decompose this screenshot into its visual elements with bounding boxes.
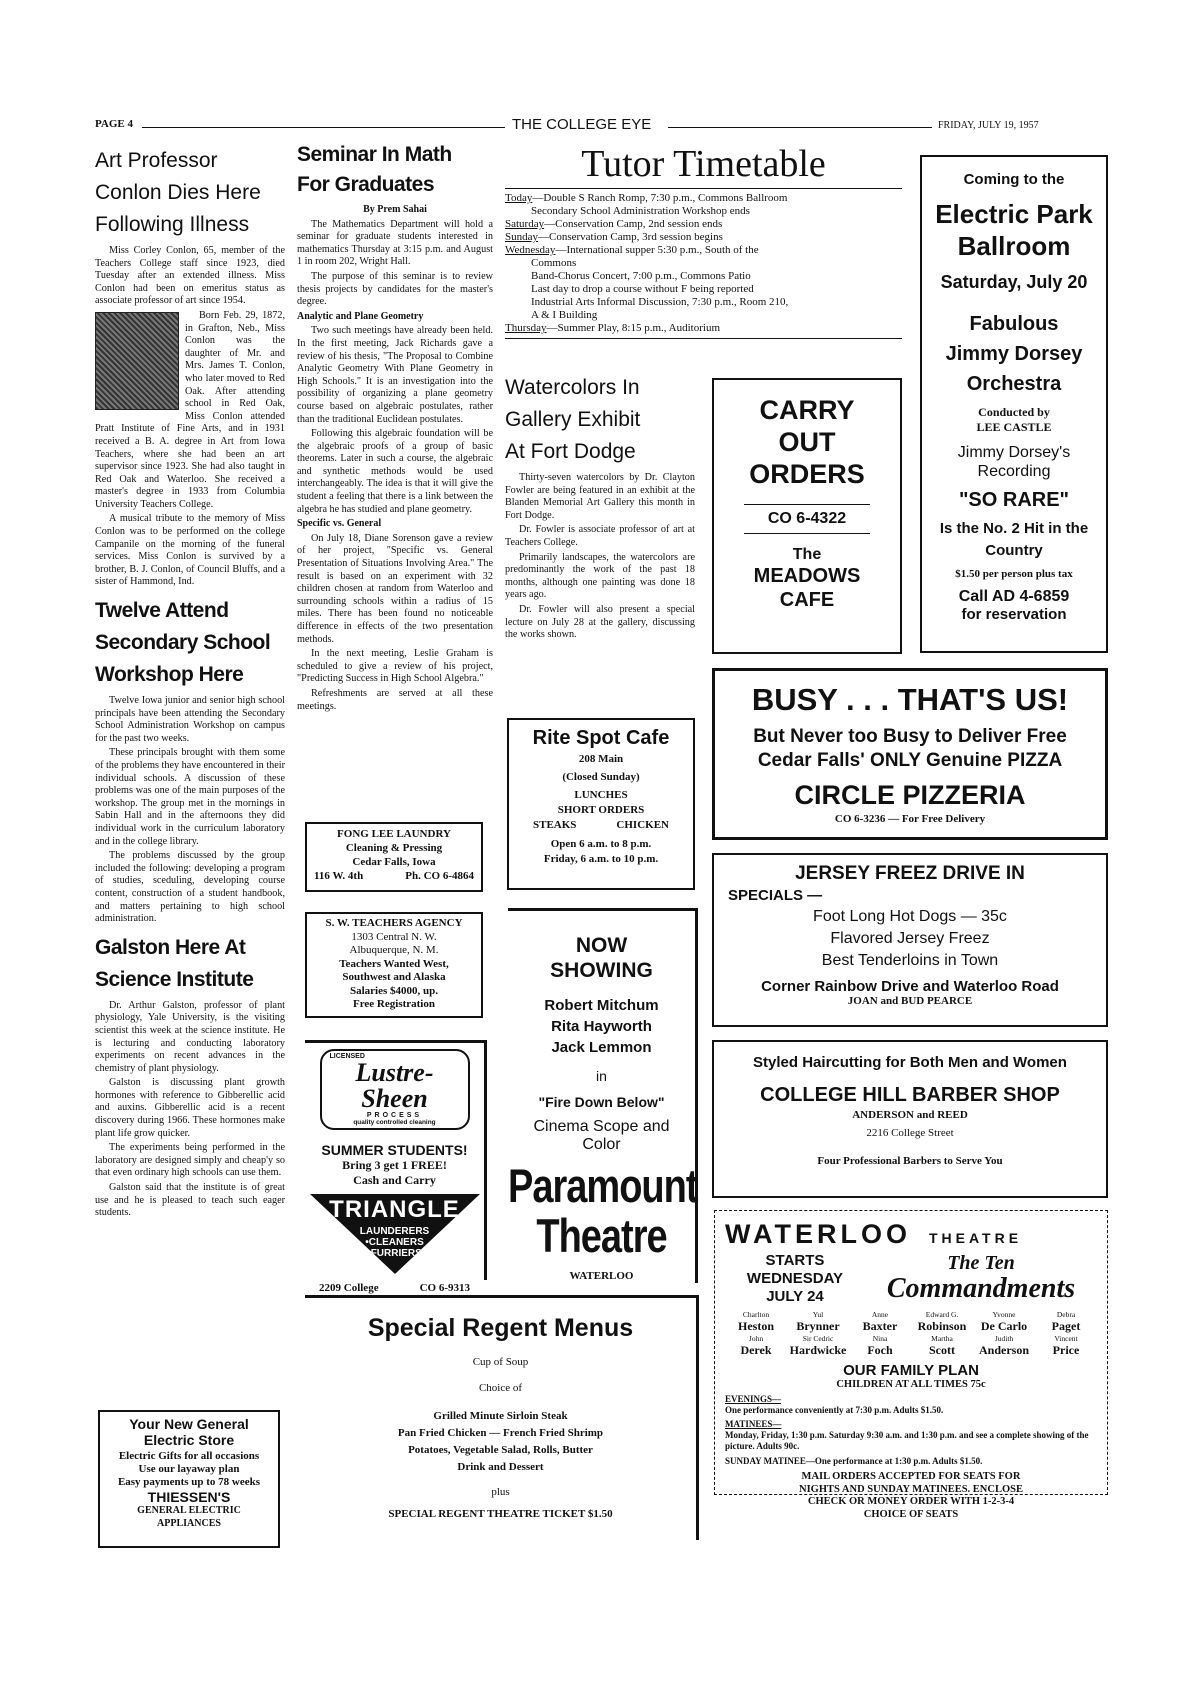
ticket-offer: SPECIAL REGENT THEATRE TICKET $1.50 bbox=[388, 1508, 613, 1520]
brand-services bbox=[310, 1226, 480, 1259]
cafe-name: CAFE bbox=[779, 589, 835, 611]
galston-article bbox=[95, 932, 285, 1220]
ad-line: Is the No. 2 Hit in the bbox=[939, 520, 1089, 537]
header-rule bbox=[142, 127, 505, 128]
ad-line: Cash and Carry bbox=[353, 1173, 436, 1187]
timetable-row bbox=[505, 192, 902, 205]
headline-line: At Fort Dodge bbox=[505, 440, 636, 463]
lustre-sheen-logo bbox=[320, 1049, 470, 1130]
menu-line: Cup of Soup bbox=[472, 1356, 529, 1368]
ad-line: Free Registration bbox=[353, 998, 435, 1010]
text-span: —Double S Ranch Romp, 7:30 p.m., Commons Ballroom bbox=[532, 192, 788, 204]
hours: Open 6 a.m. to 8 p.m. bbox=[550, 838, 652, 850]
ad-headline: CARRY bbox=[759, 395, 855, 425]
text-span: Sir Cedric bbox=[802, 1334, 834, 1343]
ad-line: Jimmy Dorsey's bbox=[957, 444, 1071, 461]
ad-line: MAIL ORDERS ACCEPTED FOR SEATS FOR bbox=[801, 1471, 1021, 1482]
ad-title: Your New General Electric Store bbox=[129, 1416, 249, 1448]
address: 208 Main bbox=[578, 753, 624, 765]
text-span: Anne bbox=[871, 1310, 889, 1319]
start-date bbox=[725, 1252, 865, 1306]
address: 2216 College Street bbox=[866, 1127, 954, 1139]
cast-member bbox=[725, 1310, 787, 1334]
service-line: •FURRIERS bbox=[367, 1248, 422, 1259]
menu-item: Foot Long Hot Dogs — 35c bbox=[813, 908, 1007, 925]
waterloo-theatre-ad bbox=[714, 1210, 1108, 1520]
ad-line: NIGHTS AND SUNDAY MATINEES. ENCLOSE bbox=[799, 1483, 1023, 1495]
text-span: Vincent bbox=[1054, 1334, 1078, 1343]
text-span: A & I Building bbox=[531, 309, 598, 321]
rite-spot-ad bbox=[507, 718, 695, 890]
address: 2209 College bbox=[319, 1282, 379, 1294]
price: $1.50 per person plus tax bbox=[955, 568, 1073, 580]
ad-line: SHORT ORDERS bbox=[557, 804, 645, 816]
text-span: Robinson bbox=[917, 1319, 967, 1333]
song-title: "SO RARE" bbox=[958, 489, 1070, 511]
column-2 bbox=[297, 140, 493, 715]
ad-headline: BUSY . . . THAT'S US! bbox=[751, 682, 1069, 717]
menu-line: Potatoes, Vegetable Salad, Rolls, Butter bbox=[408, 1444, 593, 1456]
ad-headline: Special Regent Menus bbox=[367, 1314, 634, 1342]
subhead: Specific vs. General bbox=[297, 518, 382, 530]
venue-name: Ballroom bbox=[957, 231, 1071, 261]
ad-line: Albuquerque, N. M. bbox=[349, 944, 439, 956]
store-name: THIESSEN'S bbox=[147, 1489, 231, 1505]
tutor-timetable bbox=[505, 142, 902, 339]
conlon-article bbox=[95, 145, 285, 589]
phone: Ph. CO 6-4864 bbox=[405, 870, 474, 882]
text-span: —Conservation Camp, 3rd session begins bbox=[538, 231, 723, 243]
cast-member bbox=[911, 1310, 973, 1334]
showtimes bbox=[725, 1394, 1097, 1467]
band-name: Jimmy Dorsey bbox=[945, 343, 1083, 365]
headline bbox=[95, 595, 285, 691]
text-span: Anderson bbox=[978, 1343, 1029, 1357]
headline-line: Seminar In Math bbox=[297, 143, 452, 166]
ad-title: S. W. TEACHERS AGENCY bbox=[325, 917, 463, 929]
menu-line: Pan Fried Chicken — French Fried Shrimp bbox=[397, 1427, 604, 1439]
ad-contact bbox=[305, 1274, 484, 1294]
phone: CO 6-3236 — For Free Delivery bbox=[834, 813, 986, 825]
theatre-name: Paramount bbox=[508, 1160, 698, 1214]
text-span: Yvonne bbox=[992, 1310, 1016, 1319]
headline-line: Secondary School bbox=[95, 631, 271, 655]
mail-orders bbox=[725, 1471, 1097, 1521]
ad-line: LUNCHES bbox=[574, 789, 628, 801]
ad-line: Use our layaway plan bbox=[138, 1463, 240, 1475]
actor-name: Robert Mitchum bbox=[544, 997, 659, 1014]
showtime-heading: MATINEES— bbox=[725, 1419, 782, 1429]
text-span: De Carlo bbox=[980, 1319, 1028, 1333]
menu-item: Best Tenderloins in Town bbox=[821, 952, 999, 969]
ad-line: Bring 3 get 1 FREE! bbox=[342, 1158, 447, 1172]
ad-line: Coming to the bbox=[963, 171, 1065, 188]
showtime-text: SUNDAY MATINEE—One performance at 1:30 p.m. Adults $1.50. bbox=[725, 1456, 983, 1466]
restaurant-name: CIRCLE PIZZERIA bbox=[794, 780, 1026, 810]
cast-member bbox=[787, 1334, 849, 1358]
showtime-heading: EVENINGS— bbox=[725, 1394, 782, 1404]
paragraph: The experiments being performed in the laboratory are designed simply and cheap'y so that even ordinary high schools can use them. bbox=[95, 1142, 285, 1179]
paragraph: Dr. Fowler will also present a special lecture on July 28 at the gallery, discussing the works shown. bbox=[505, 603, 695, 641]
timetable-title: Tutor Timetable bbox=[505, 142, 902, 189]
address: Corner Rainbow Drive and Waterloo Road bbox=[761, 978, 1059, 995]
paragraph: Two such meetings have already been held. In the first meeting, Jack Richards gave a review of his thesis, "The Proposal to Combine Analytic Geometry With Plane Geometry in High Schools." It is an investigation into the possibility of organizing a plane geometry course based on algebraic postulates, rather than the traditional Euclidean postulates. bbox=[297, 325, 493, 425]
timetable-row bbox=[505, 322, 902, 335]
text-span: —International supper 5:30 p.m., South of the bbox=[555, 244, 759, 256]
ad-line: Teachers Wanted West, bbox=[339, 957, 449, 970]
text-span: —Summer Play, 8:15 p.m., Auditorium bbox=[546, 322, 721, 334]
headline-line: Galston Here At bbox=[95, 935, 246, 959]
text-span: Price bbox=[1052, 1343, 1080, 1357]
ad-line: CHECK OR MONEY ORDER WITH 1-2-3-4 bbox=[807, 1496, 1015, 1507]
paragraph: Galston said that the institute is of great use and he is pleased to teach such eager students. bbox=[95, 1182, 285, 1219]
triangle-ad bbox=[305, 1040, 487, 1294]
paragraph: Primarily landscapes, the watercolors are predominantly the work of the past 18 months, although one painting was done 18 years ago. bbox=[505, 551, 695, 601]
event-date: Saturday, July 20 bbox=[940, 272, 1088, 292]
ad-line: 1303 Central N. W. bbox=[351, 930, 437, 943]
cast-member bbox=[849, 1310, 911, 1334]
paragraph: Following this algebraic foundation will be the algebraic proofs of a group of basic theorems. Later in such a course, the algebraic and synthetic methods would be used interchangeably. The idea is that it will give the student a feeling that there is a link between the algebra he has studied and plane geometry. bbox=[297, 428, 493, 515]
actor-name: Jack Lemmon bbox=[551, 1039, 652, 1056]
day-label: Wednesday bbox=[505, 244, 556, 256]
ad-line: Cleaning & Pressing bbox=[345, 842, 443, 854]
paragraph: Galston is discussing plant growth hormones with reference to Gibberellic acid and auxins. Gibberellic acid is a recent discovery during 1966. These hormones make plant life grow quicker. bbox=[95, 1077, 285, 1139]
menu-item: Flavored Jersey Freez bbox=[830, 930, 990, 947]
ad-line: in bbox=[596, 1068, 607, 1084]
showtime-text: Monday, Friday, 1:30 p.m. Saturday 9:30 a.m. and 1:30 p.m. and see a complete showing of the picture. Adults 90c. bbox=[725, 1430, 1089, 1451]
text-span: Edward G. bbox=[925, 1310, 959, 1319]
text-span: Hardwicke bbox=[789, 1343, 847, 1357]
ad-line: Fabulous bbox=[969, 313, 1059, 335]
text-span: Scott bbox=[929, 1343, 955, 1357]
ad-headline: OUT bbox=[778, 427, 836, 457]
text-span: —Conservation Camp, 2nd session ends bbox=[544, 218, 723, 230]
ad-line: Easy payments up to 78 weeks bbox=[117, 1476, 261, 1488]
ad-line: Cinema Scope and Color bbox=[533, 1118, 670, 1153]
menu-item: CHICKEN bbox=[616, 819, 669, 831]
cast-member bbox=[725, 1334, 787, 1358]
day-label: Sunday bbox=[505, 231, 538, 243]
menu-line: Drink and Dessert bbox=[457, 1461, 544, 1473]
theatre-heading bbox=[725, 1219, 1097, 1250]
film-title bbox=[865, 1252, 1097, 1306]
text-span: Debra bbox=[1056, 1310, 1076, 1319]
cast-member bbox=[1035, 1310, 1097, 1334]
ad-line: STARTS bbox=[765, 1252, 825, 1269]
owners: JOAN and BUD PEARCE bbox=[847, 995, 973, 1007]
ad-headline: SUMMER STUDENTS! bbox=[321, 1142, 468, 1158]
paramount-ad bbox=[508, 908, 698, 1283]
theatre-name: THEATRE bbox=[928, 1230, 1023, 1246]
paper-title: THE COLLEGE EYE bbox=[512, 116, 652, 133]
text-span: Baxter bbox=[862, 1319, 898, 1333]
paragraph: On July 18, Diane Sorenson gave a review of her project, "Specific vs. General Presentation of Situations Involving Area." The result is based on an experiment with 32 children chosen at random from Waterloo and surrounding schools within a radius of 15 miles. There has been found no noticeable difference in effects of the two presentation methods. bbox=[297, 532, 493, 645]
text-span: Industrial Arts Informal Discussion, 7:30 p.m., Room 210, bbox=[531, 296, 789, 308]
column-1 bbox=[95, 145, 285, 1222]
paragraph: The purpose of this seminar is to review thesis projects by candidates for the master's degree. bbox=[297, 270, 493, 308]
timetable-row bbox=[505, 283, 902, 296]
logo-text: LICENSED bbox=[329, 1053, 365, 1060]
text-span: Foch bbox=[867, 1343, 893, 1357]
headline-line: Science Institute bbox=[95, 967, 254, 991]
headline-line: Conlon Dies Here bbox=[95, 181, 261, 204]
timetable-row bbox=[505, 257, 902, 270]
timetable-row bbox=[505, 205, 902, 218]
page-number: PAGE 4 bbox=[95, 118, 133, 130]
timetable-row bbox=[505, 296, 902, 309]
ad-headline: ORDERS bbox=[749, 459, 865, 489]
timetable-row bbox=[505, 231, 902, 244]
barber-shop-ad bbox=[712, 1040, 1108, 1198]
ad-line: (Closed Sunday) bbox=[562, 771, 640, 783]
headline bbox=[297, 140, 493, 200]
meadows-ad bbox=[712, 378, 902, 654]
ad-line bbox=[513, 818, 689, 833]
timetable-row bbox=[505, 218, 902, 231]
actor-name: Rita Hayworth bbox=[551, 1018, 652, 1035]
headline-line: Watercolors In bbox=[505, 376, 640, 399]
paragraph: The Mathematics Department will hold a seminar for graduate students interested in mathematics Thursday at 3:15 p.m. and August 1 in room 202, Wright Hall. bbox=[297, 218, 493, 268]
timetable-row bbox=[505, 270, 902, 283]
text-span: Paget bbox=[1051, 1319, 1081, 1333]
ad-line: Cedar Falls, Iowa bbox=[352, 856, 436, 868]
text-span: Last day to drop a course without F being reported bbox=[531, 283, 754, 295]
portrait-photo bbox=[95, 312, 179, 410]
subhead: Analytic and Plane Geometry bbox=[297, 310, 424, 322]
logo-text: quality controlled cleaning bbox=[353, 1119, 436, 1126]
family-plan: OUR FAMILY PLAN bbox=[843, 1362, 979, 1379]
text-span: Martha bbox=[931, 1334, 953, 1343]
timetable-row bbox=[505, 309, 902, 322]
phone: Call AD 4-6859 bbox=[958, 588, 1070, 605]
ad-line bbox=[310, 869, 478, 883]
paragraph: Thirty-seven watercolors by Dr. Clayton Fowler are being featured in an exhibit at the Blanden Memorial Art Gallery this month in Fort Dodge. bbox=[505, 472, 695, 521]
logo-text: PROCESS bbox=[366, 1112, 423, 1119]
phone: CO 6-9313 bbox=[419, 1282, 470, 1294]
cast-member bbox=[787, 1310, 849, 1334]
headline-line: Following Illness bbox=[95, 213, 250, 236]
byline: By Prem Sahai bbox=[363, 204, 427, 215]
ad-line: Electric Gifts for all occasions bbox=[118, 1450, 260, 1462]
theatre-name: WATERLOO bbox=[725, 1219, 911, 1249]
paragraph: In the next meeting, Leslie Graham is scheduled to give a review of his project, "Predicting Success in High School Algebra." bbox=[297, 648, 493, 685]
text-span: Brynner bbox=[796, 1319, 840, 1333]
issue-date: FRIDAY, JULY 19, 1957 bbox=[938, 120, 1039, 131]
logo-text: Lustre-Sheen bbox=[355, 1058, 434, 1113]
city: WATERLOO bbox=[569, 1270, 634, 1282]
timetable-rows bbox=[505, 189, 902, 339]
ad-line: The bbox=[792, 546, 822, 563]
cafe-name: MEADOWS bbox=[753, 565, 861, 587]
sw-teachers-ad bbox=[305, 912, 483, 1018]
text-span: Yul bbox=[812, 1310, 824, 1319]
paragraph: These principals brought with them some of the problems they have encountered in their individual schools. A discussion of these problems was one of the main purposes of the workshop. The group met in the mornings in Sabin Hall and in the afternoons they did individual work in the curriculum laboratory and in the college library. bbox=[95, 747, 285, 847]
ad-line: CHILDREN AT ALL TIMES 75c bbox=[836, 1379, 986, 1390]
cast-member bbox=[849, 1334, 911, 1358]
restaurant-name: JERSEY FREEZ DRIVE IN bbox=[795, 863, 1025, 884]
film-title-line: Commandments bbox=[886, 1273, 1076, 1304]
shop-name: COLLEGE HILL BARBER SHOP bbox=[760, 1084, 1060, 1106]
menu-line: plus bbox=[491, 1486, 510, 1498]
paragraph: The problems discussed by the group included the following: developing a program of studies, sceduling, developing course content, construction of a student handbook, and matters pertaining to high school administration. bbox=[95, 850, 285, 925]
thiessen-ad bbox=[98, 1410, 280, 1548]
ad-line: Styled Haircutting for Both Men and Women bbox=[753, 1054, 1067, 1071]
paragraph: Twelve Iowa junior and senior high school principals have been attending the Secondary School Administration Workshop on campus for the past two weeks. bbox=[95, 695, 285, 744]
ad-line: Cedar Falls' ONLY Genuine PIZZA bbox=[757, 750, 1063, 771]
ad-line: CHOICE OF SEATS bbox=[863, 1508, 959, 1520]
paragraph: Born Feb. 29, 1872, in Grafton, Neb., Miss Conlon was the daughter of Mr. and Mrs. James T. Conlon, who later moved to Red Oak. After attending school in Red Oak, Miss Conlon attended Pratt Institute of Fine Arts, and in 1931 received a B. A. degree in Art from Iowa Teachers, where she had been an art supervisor since 1923. She had also taught in Red Oak and Waterloo. She received a master's degree in 1933 from Columbia University Teachers College. bbox=[95, 309, 285, 510]
hours: Friday, 6 a.m. to 10 p.m. bbox=[543, 853, 659, 865]
headline bbox=[95, 932, 285, 996]
headline bbox=[95, 145, 285, 241]
cast-member bbox=[911, 1334, 973, 1358]
ad-line: SPECIALS — bbox=[728, 887, 823, 904]
text-span: Charlton bbox=[742, 1310, 770, 1319]
theatre-name: Theatre bbox=[536, 1210, 667, 1264]
brand-name: TRIANGLE bbox=[329, 1196, 460, 1223]
circle-pizzeria-ad bbox=[712, 668, 1108, 840]
service-line: LAUNDERERS bbox=[359, 1226, 430, 1237]
ad-line: Conducted by bbox=[978, 405, 1050, 419]
ad-headline: SHOWING bbox=[550, 959, 653, 982]
text-span: Band-Chorus Concert, 7:00 p.m., Commons Patio bbox=[531, 270, 751, 282]
cast-list bbox=[725, 1310, 1097, 1358]
electric-park-ad bbox=[920, 155, 1108, 653]
day-label: Saturday bbox=[505, 218, 545, 230]
headline bbox=[505, 372, 695, 468]
text-span: Commons bbox=[531, 257, 577, 269]
jersey-freez-ad bbox=[712, 853, 1108, 1027]
triangle-logo bbox=[310, 1194, 480, 1274]
ad-line: WEDNESDAY bbox=[746, 1270, 844, 1287]
timetable-row bbox=[505, 244, 902, 257]
headline-line: Twelve Attend bbox=[95, 599, 229, 623]
text-span: John bbox=[748, 1334, 764, 1343]
fong-lee-ad bbox=[305, 822, 483, 892]
ad-line: Southwest and Alaska bbox=[342, 971, 446, 983]
text-span: Nina bbox=[872, 1334, 888, 1343]
paragraph: Dr. Arthur Galston, professor of plant physiology, Yale University, is the visiting scientist this week at the science institute. He is lecturing and conducting laboratory experiments on recent advances in the chemistry of plant physiology. bbox=[95, 999, 285, 1074]
cast-member bbox=[973, 1334, 1035, 1358]
paragraph: Refreshments are served at all these meetings. bbox=[297, 687, 493, 712]
ad-line: JULY 24 bbox=[766, 1288, 824, 1305]
headline-line: Workshop Here bbox=[95, 663, 244, 687]
menu-item: STEAKS bbox=[533, 819, 577, 831]
address: 116 W. 4th bbox=[314, 870, 364, 882]
headline-line: Art Professor bbox=[95, 149, 218, 172]
paragraph: A musical tribute to the memory of Miss Conlon was to be performed on the college Campanile on the morning of the funeral services. Miss Conlon is survived by a brother, B. J. Conlon, of Council Bluffs, and a sister of Hammond, Ind. bbox=[95, 513, 285, 588]
band-name: Orchestra bbox=[966, 373, 1062, 395]
showing-info bbox=[725, 1252, 1097, 1306]
day-label: Thursday bbox=[505, 322, 547, 334]
phone: CO 6-4322 bbox=[744, 504, 870, 534]
ad-line: Four Professional Barbers to Serve You bbox=[817, 1155, 1003, 1167]
text-span: Judith bbox=[994, 1334, 1014, 1343]
menu-line: Choice of bbox=[478, 1382, 523, 1394]
ad-line: But Never too Busy to Deliver Free bbox=[753, 726, 1067, 747]
cast-member bbox=[1035, 1334, 1097, 1358]
header-rule bbox=[668, 127, 932, 128]
leader-name: LEE CASTLE bbox=[976, 420, 1052, 434]
showtime-text: One performance conveniently at 7:30 p.m. Adults $1.50. bbox=[725, 1405, 944, 1415]
service-line: •CLEANERS bbox=[365, 1237, 424, 1248]
headline-line: Gallery Exhibit bbox=[505, 408, 641, 431]
paragraph: Miss Corley Conlon, 65, member of the Teachers College staff since 1923, died Tuesday after an extended illness. Miss Conlon had been on emeritus status as associate professor of art since 1954. bbox=[95, 245, 285, 307]
owners: ANDERSON and REED bbox=[852, 1109, 968, 1121]
film-title-line: The Ten bbox=[947, 1252, 1015, 1274]
regent-menus-ad bbox=[305, 1295, 699, 1540]
ad-line: for reservation bbox=[961, 606, 1067, 623]
ad-headline: NOW bbox=[575, 934, 628, 957]
workshop-article bbox=[95, 595, 285, 926]
ad-title: FONG LEE LAUNDRY bbox=[337, 828, 451, 840]
cast-member bbox=[973, 1310, 1035, 1334]
ad-line: Country bbox=[985, 542, 1043, 559]
text-span: Heston bbox=[738, 1319, 774, 1333]
text-span: Secondary School Administration Workshop ends bbox=[531, 205, 750, 217]
watercolors-article bbox=[505, 372, 695, 644]
menu-line: Grilled Minute Sirloin Steak bbox=[433, 1410, 568, 1422]
ad-line: GENERAL ELECTRIC APPLIANCES bbox=[137, 1505, 241, 1529]
headline-line: For Graduates bbox=[297, 173, 435, 196]
ad-title: Rite Spot Cafe bbox=[532, 727, 670, 749]
day-label: Today bbox=[505, 192, 533, 204]
venue-name: Electric Park bbox=[935, 199, 1093, 229]
paragraph: Dr. Fowler is associate professor of art at Teachers College. bbox=[505, 524, 695, 548]
ad-line: Salaries $4000, up. bbox=[349, 984, 438, 997]
ad-line: Recording bbox=[977, 463, 1051, 480]
film-title: "Fire Down Below" bbox=[538, 1094, 665, 1110]
text-span: Derek bbox=[740, 1343, 772, 1357]
